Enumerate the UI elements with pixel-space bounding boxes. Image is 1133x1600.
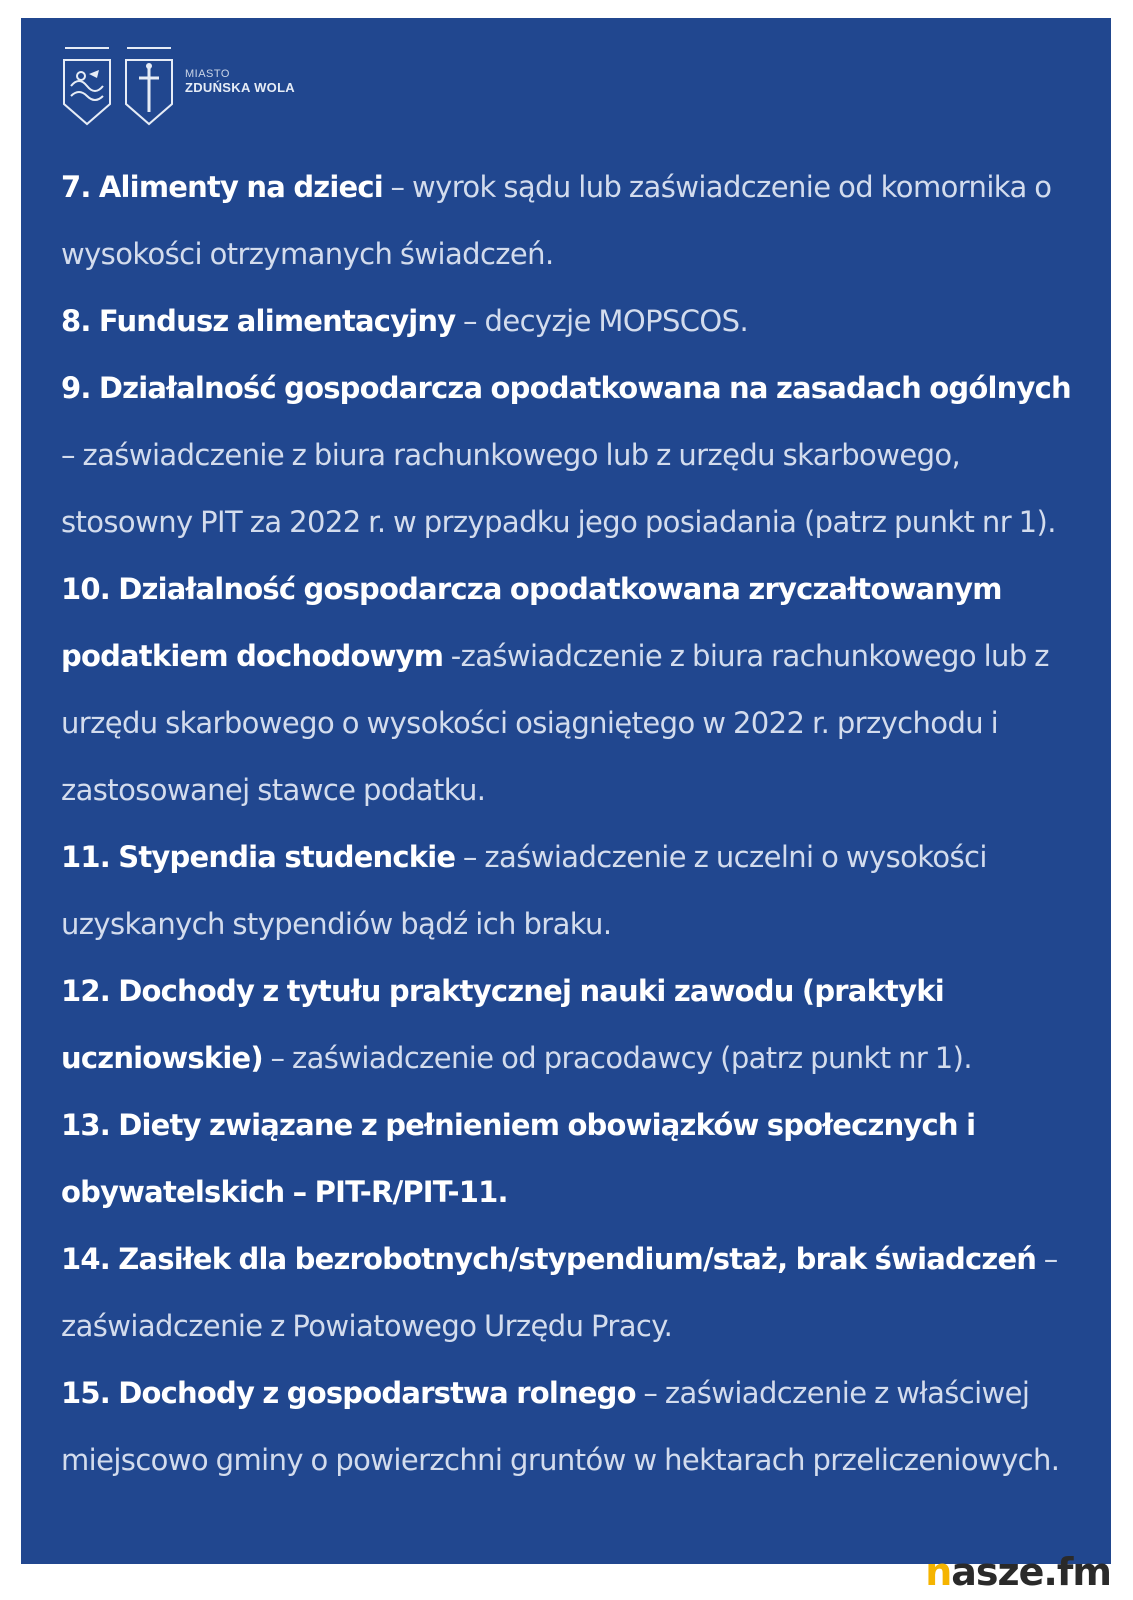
- item-text: – zaświadczenie z właściwej miejscowo gminy o powierzchni gruntów w hektarach przeliczeniowych.: [61, 1376, 1060, 1477]
- coat-of-arms-sword-icon: [123, 44, 175, 132]
- item-title: 14. Zasiłek dla bezrobotnych/stypendium/staż, brak świadczeń: [61, 1242, 1037, 1276]
- logo-text: [185, 68, 295, 96]
- logo-line-miasto: MIASTO: [185, 68, 230, 80]
- list-item-14: [61, 1226, 1081, 1360]
- item-title: 11. Stypendia studenckie: [61, 840, 456, 874]
- logo-line-city-name: ZDUŃSKA WOLA: [185, 79, 295, 95]
- info-panel: [21, 18, 1111, 1564]
- watermark-accent-letter: n: [925, 1550, 952, 1594]
- list-item-11: [61, 824, 1081, 958]
- item-title: 7. Alimenty na dzieci: [61, 170, 383, 204]
- list-item-9: [61, 355, 1081, 556]
- document-list: [61, 154, 1081, 1494]
- list-item-7: [61, 154, 1081, 288]
- list-item-8: [61, 288, 1081, 355]
- item-text: – zaświadczenie z Powiatowego Urzędu Pracy.: [61, 1242, 1058, 1343]
- item-title: 8. Fundusz alimentacyjny: [61, 304, 456, 338]
- list-item-13: [61, 1092, 1081, 1226]
- item-text: – zaświadczenie z uczelni o wysokości uzyskanych stypendiów bądź ich braku.: [61, 840, 987, 941]
- item-text: – zaświadczenie z biura rachunkowego lub z urzędu skarbowego, stosowny PIT za 2022 r. w przypadku jego posiadania (patrz punkt nr 1).: [61, 438, 1056, 539]
- item-text: – zaświadczenie od pracodawcy (patrz punkt nr 1).: [262, 1041, 972, 1075]
- item-title: 13. Diety związane z pełnieniem obowiązków społecznych i obywatelskich – PIT-R/PIT-11.: [61, 1108, 976, 1209]
- site-watermark: [925, 1550, 1111, 1594]
- item-title: 15. Dochody z gospodarstwa rolnego: [61, 1376, 636, 1410]
- item-text: – decyzje MOPSCOS.: [455, 304, 749, 338]
- item-text: -zaświadczenie z biura rachunkowego lub z urzędu skarbowego o wysokości osiągniętego w 2022 r. przychodu i zastosowanej stawce podatku.: [61, 639, 1049, 807]
- item-text: – wyrok sądu lub zaświadczenie od komornika o wysokości otrzymanych świadczeń.: [61, 170, 1052, 271]
- item-title: 12. Dochody z tytułu praktycznej nauki zawodu (praktyki uczniowskie): [61, 974, 944, 1075]
- coat-of-arms-fish-icon: [61, 44, 113, 132]
- city-logo: [61, 44, 295, 144]
- list-item-15: [61, 1360, 1081, 1494]
- item-title: 10. Działalność gospodarcza opodatkowana zryczałtowanym podatkiem dochodowym: [61, 572, 1002, 673]
- list-item-10: [61, 556, 1081, 824]
- item-title: 9. Działalność gospodarcza opodatkowana na zasadach ogólnych: [61, 371, 1071, 405]
- watermark-text: asze.fm: [951, 1550, 1111, 1594]
- list-item-12: [61, 958, 1081, 1092]
